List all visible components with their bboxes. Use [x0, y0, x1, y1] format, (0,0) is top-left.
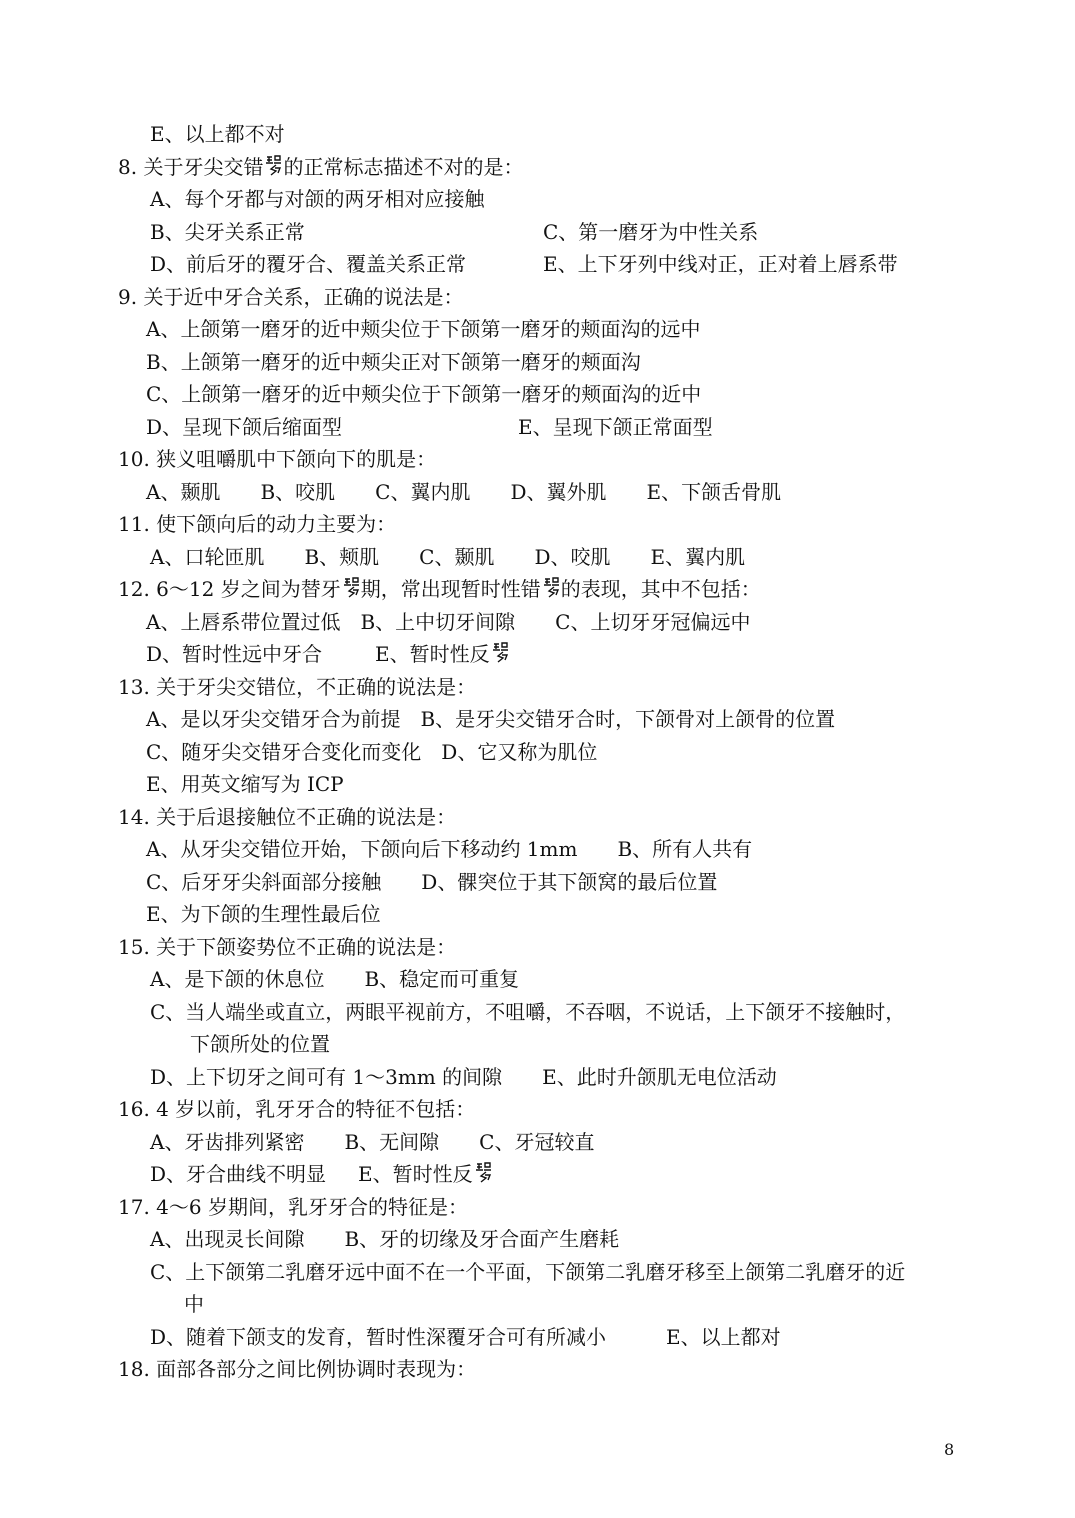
- q15-stem: 15. 关于下颌姿势位不正确的说法是：: [118, 935, 457, 959]
- occlusion-glyph-icon: [474, 1161, 492, 1183]
- q9-option-e: E、呈现下颌正常面型: [518, 415, 713, 439]
- q9-option-c: C、上颌第一磨牙的近中颊尖位于下颌第一磨牙的颊面沟的近中: [146, 382, 702, 406]
- q8-stem-part2: 的正常标志描述不对的是：: [283, 155, 524, 179]
- q12-options-abc: A、上唇系带位置过低 B、上中切牙间隙 C、上切牙牙冠偏远中: [146, 610, 751, 634]
- q13-option-e: E、用英文缩写为 ICP: [146, 772, 344, 796]
- q16-stem: 16. 4 岁以前，乳牙牙合的特征不包括：: [118, 1097, 476, 1121]
- q18-stem: 18. 面部各部分之间比例协调时表现为：: [118, 1357, 477, 1381]
- q17-option-c-line1: C、上下颌第二乳磨牙远中面不在一个平面，下颌第二乳磨牙移至上颌第二乳磨牙的近: [150, 1260, 906, 1284]
- q16-options-abc: A、牙齿排列紧密 B、无间隙 C、牙冠较直: [150, 1130, 595, 1154]
- occlusion-glyph-icon: [542, 576, 560, 598]
- q8-option-c: C、第一磨牙为中性关系: [543, 220, 759, 244]
- q8-option-e: E、上下牙列中线对正，正对着上唇系带: [543, 252, 898, 276]
- q14-options-ab: A、从牙尖交错位开始，下颌向后下移动约 1mm B、所有人共有: [146, 837, 753, 861]
- q17-options-de: D、随着下颌支的发育，暂时性深覆牙合可有所减小 E、以上都对: [150, 1325, 781, 1349]
- q16-option-e: [358, 1161, 493, 1187]
- q13-options-ab: A、是以牙尖交错牙合为前提 B、是牙尖交错牙合时，下颌骨对上颌骨的位置: [146, 707, 836, 731]
- q17-options-ab: A、出现灵长间隙 B、牙的切缘及牙合面产生磨耗: [150, 1227, 620, 1251]
- q9-option-d: D、呈现下颌后缩面型: [146, 415, 343, 439]
- q12-stem-part1: 12. 6～12 岁之间为替牙: [118, 577, 341, 601]
- occlusion-glyph-icon: [491, 641, 509, 663]
- q14-option-e: E、为下颌的生理性最后位: [146, 902, 381, 926]
- q13-stem: 13. 关于牙尖交错位，不正确的说法是：: [118, 675, 477, 699]
- q8-option-a: A、每个牙都与对颌的两牙相对应接触: [150, 187, 485, 211]
- q9-option-a: A、上颌第一磨牙的近中颊尖位于下颌第一磨牙的颊面沟的远中: [146, 317, 701, 341]
- q10-stem: 10. 狭义咀嚼肌中下颌向下的肌是：: [118, 447, 437, 471]
- q8-stem-part1: 8. 关于牙尖交错: [118, 155, 264, 179]
- q15-option-c-line2: 下颌所处的位置: [190, 1032, 330, 1056]
- q8-option-d: D、前后牙的覆牙合、覆盖关系正常: [150, 252, 467, 276]
- q12-stem: [118, 576, 761, 602]
- q9-stem: 9. 关于近中牙合关系，正确的说法是：: [118, 285, 464, 309]
- page-number: 8: [944, 1440, 955, 1459]
- q12-stem-part2: 期，常出现暂时性错: [360, 577, 541, 601]
- q11-stem: 11. 使下颌向后的动力主要为：: [118, 512, 397, 536]
- q8-stem: [118, 154, 523, 180]
- q12-option-e-text: E、暂时性反: [375, 642, 490, 666]
- q16-option-d: D、牙合曲线不明显: [150, 1162, 327, 1186]
- q13-options-cd: C、随牙尖交错牙合变化而变化 D、它又称为肌位: [146, 740, 598, 764]
- q14-options-cd: C、后牙牙尖斜面部分接触 D、髁突位于其下颌窝的最后位置: [146, 870, 718, 894]
- q16-option-e-text: E、暂时性反: [358, 1162, 473, 1186]
- q11-options: A、口轮匝肌 B、颊肌 C、颞肌 D、咬肌 E、翼内肌: [150, 545, 746, 569]
- q9-option-b: B、上颌第一磨牙的近中颊尖正对下颌第一磨牙的颊面沟: [146, 350, 641, 374]
- q15-option-c-line1: C、当人端坐或直立，两眼平视前方，不咀嚼，不吞咽，不说话，上下颌牙不接触时，: [150, 1000, 906, 1024]
- occlusion-glyph-icon: [264, 154, 282, 176]
- q10-options: A、颞肌 B、咬肌 C、翼内肌 D、翼外肌 E、下颌舌骨肌: [146, 480, 782, 504]
- q15-options-ab: A、是下颌的休息位 B、稳定而可重复: [150, 967, 520, 991]
- q17-stem: 17. 4～6 岁期间，乳牙牙合的特征是：: [118, 1195, 468, 1219]
- q15-options-de: D、上下切牙之间可有 1～3mm 的间隙 E、此时升颌肌无电位活动: [150, 1065, 777, 1089]
- q7-option-e: E、以上都不对: [150, 122, 285, 146]
- q12-option-d: D、暂时性远中牙合: [146, 642, 323, 666]
- q12-stem-part3: 的表现，其中不包括：: [560, 577, 761, 601]
- q12-option-e: [375, 641, 510, 667]
- q8-option-b: B、尖牙关系正常: [150, 220, 305, 244]
- q17-option-c-line2: 中: [184, 1292, 204, 1316]
- q14-stem: 14. 关于后退接触位不正确的说法是：: [118, 805, 457, 829]
- occlusion-glyph-icon: [342, 576, 360, 598]
